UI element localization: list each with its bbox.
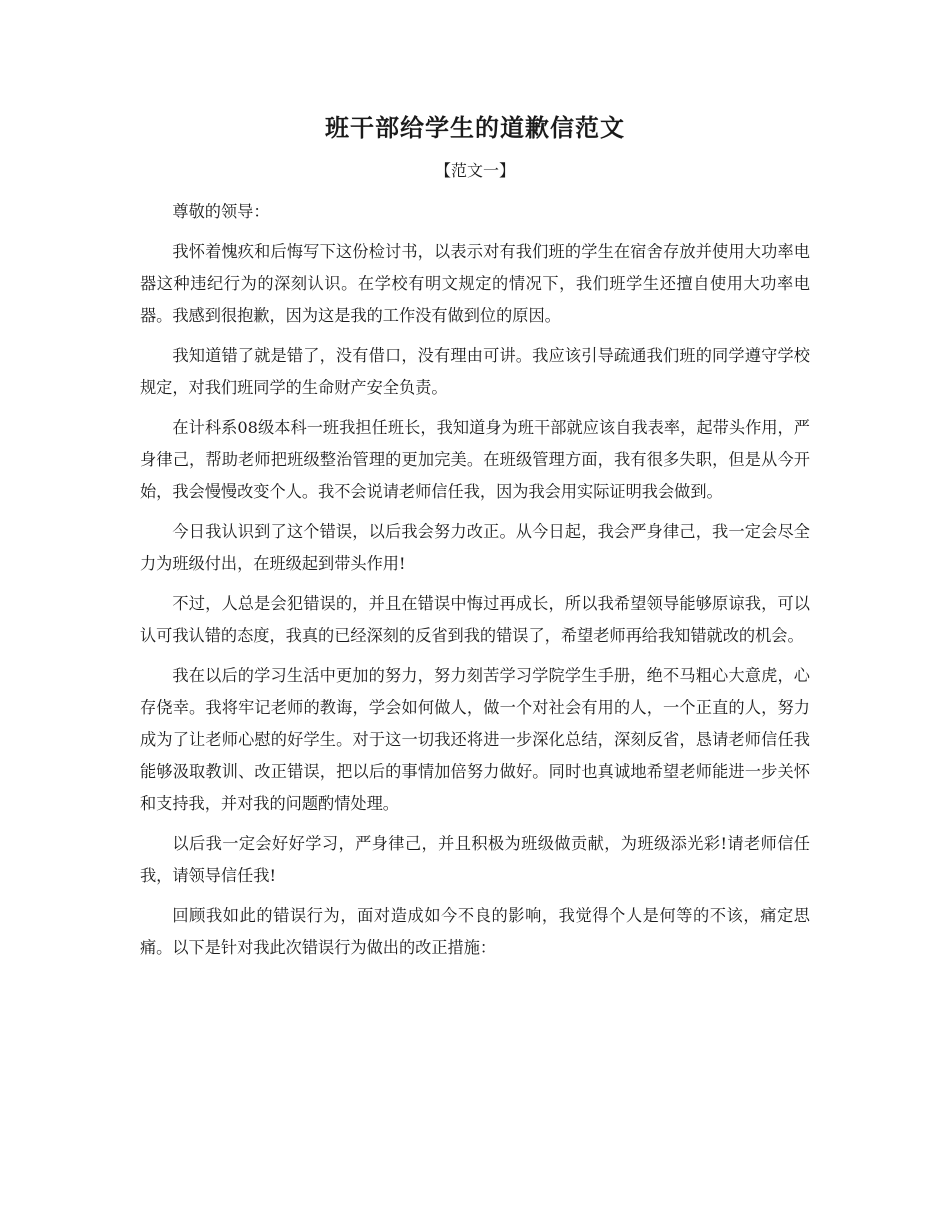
document-subtitle: 【范文一】	[434, 161, 515, 180]
paragraph: 我怀着愧疚和后悔写下这份检讨书，以表示对有我们班的学生在宿舍存放并使用大功率电器这种违纪行为的深刻认识。在学校有明文规定的情况下，我们班学生还擅自使用大功率电器。我感到很抱歉，因为这是我的工作没有做到位的原因。	[140, 242, 810, 325]
paragraph: 以后我一定会好好学习，严身律己，并且积极为班级做贡献，为班级添光彩!请老师信任我，请领导信任我!	[140, 834, 810, 885]
paragraph: 在计科系08级本科一班我担任班长，我知道身为班干部就应该自我表率，起带头作用，严身律己，帮助老师把班级整治管理的更加完美。在班级管理方面，我有很多失职，但是从今开始，我会慢慢改变个人。我不会说请老师信任我，因为我会用实际证明我会做到。	[140, 418, 810, 501]
paragraph: 我知道错了就是错了，没有借口，没有理由可讲。我应该引导疏通我们班的同学遵守学校规定，对我们班同学的生命财产安全负责。	[140, 346, 810, 397]
paragraph: 回顾我如此的错误行为，面对造成如今不良的影响，我觉得个人是何等的不该，痛定思痛。以下是针对我此次错误行为做出的改正措施：	[140, 906, 810, 957]
paragraph: 我在以后的学习生活中更加的努力，努力刻苦学习学院学生手册，绝不马粗心大意虎，心存侥幸。我将牢记老师的教诲，学会如何做人，做一个对社会有用的人，一个正直的人，努力成为了让老师心慰的好学生。对于这一切我还将进一步深化总结，深刻反省，恳请老师信任我能够汲取教训、改正错误，把以后的事情加倍努力做好。同时也真诚地希望老师能进一步关怀和支持我，并对我的问题酌情处理。	[140, 666, 810, 813]
document-title: 班干部给学生的道歉信范文	[325, 114, 625, 142]
paragraph: 今日我认识到了这个错误，以后我会努力改正。从今日起，我会严身律己，我一定会尽全力为班级付出，在班级起到带头作用!	[140, 522, 810, 573]
document-body	[140, 196, 810, 972]
salutation: 尊敬的领导：	[172, 202, 270, 221]
paragraph: 不过，人总是会犯错误的，并且在错误中悔过再成长，所以我希望领导能够原谅我，可以认可我认错的态度，我真的已经深刻的反省到我的错误了，希望老师再给我知错就改的机会。	[140, 594, 810, 645]
